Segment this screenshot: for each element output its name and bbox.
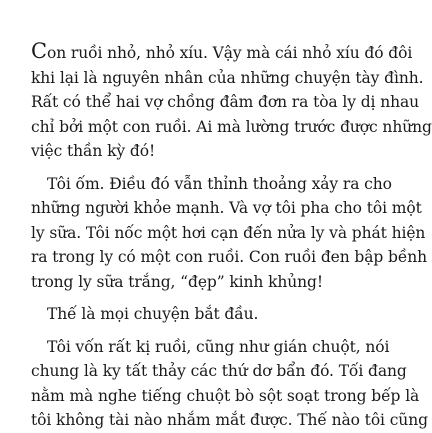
text-line: Tôi vốn rất kị ruồi, cũng như gián chuột, nói [47, 337, 390, 356]
text-line: ra trong ly có một con ruồi. Con ruồi đen bập bềnh [31, 248, 428, 266]
paragraph-1 [31, 39, 432, 164]
text-line: Tôi ốm. Điều đó vẫn thỉnh thoảng xảy ra cho [47, 174, 392, 193]
text-line: nằm mà nghe tiếng chuột bò sột soạt trong bếp là [31, 386, 420, 405]
text-line: Con ruồi nhỏ, nhỏ xíu. Vậy mà cái nhỏ xíu đó đôi [31, 39, 413, 63]
text-line: khi lại là nguyên nhân của những chuyện tày đình. [31, 68, 424, 87]
text-line: ly sữa. Tôi nốc một hơi cạn đến nửa ly và phát hiện [31, 223, 426, 242]
text-line: chỉ bởi một con ruồi. Ai mà lường trước được những [31, 117, 432, 136]
text-line: Thế là mọi chuyện bắt đầu. [47, 305, 259, 323]
body-text [31, 39, 432, 433]
text-line: Rất có thể hai vợ chồng đâm đơn ra tòa ly dị nhau [31, 93, 420, 111]
text-line: những người khỏe mạnh. Và vợ tôi pha cho tôi một [31, 199, 422, 217]
text-line: trong ly sữa trắng, “đẹp” kinh khủng! [31, 272, 324, 291]
text-line: việc thần kỳ đó! [31, 142, 156, 160]
paragraph-4 [31, 335, 428, 433]
paragraph-3 [31, 302, 391, 327]
drop-cap: C [31, 39, 47, 63]
paragraph-2 [31, 172, 428, 295]
text-line: tôi không tài nào nhắm mắt được. Thế nào tôi cũng [31, 411, 428, 429]
text-line: chung là ky tất thảy các thứ dơ bẩn đó. Tối đang [31, 362, 407, 380]
